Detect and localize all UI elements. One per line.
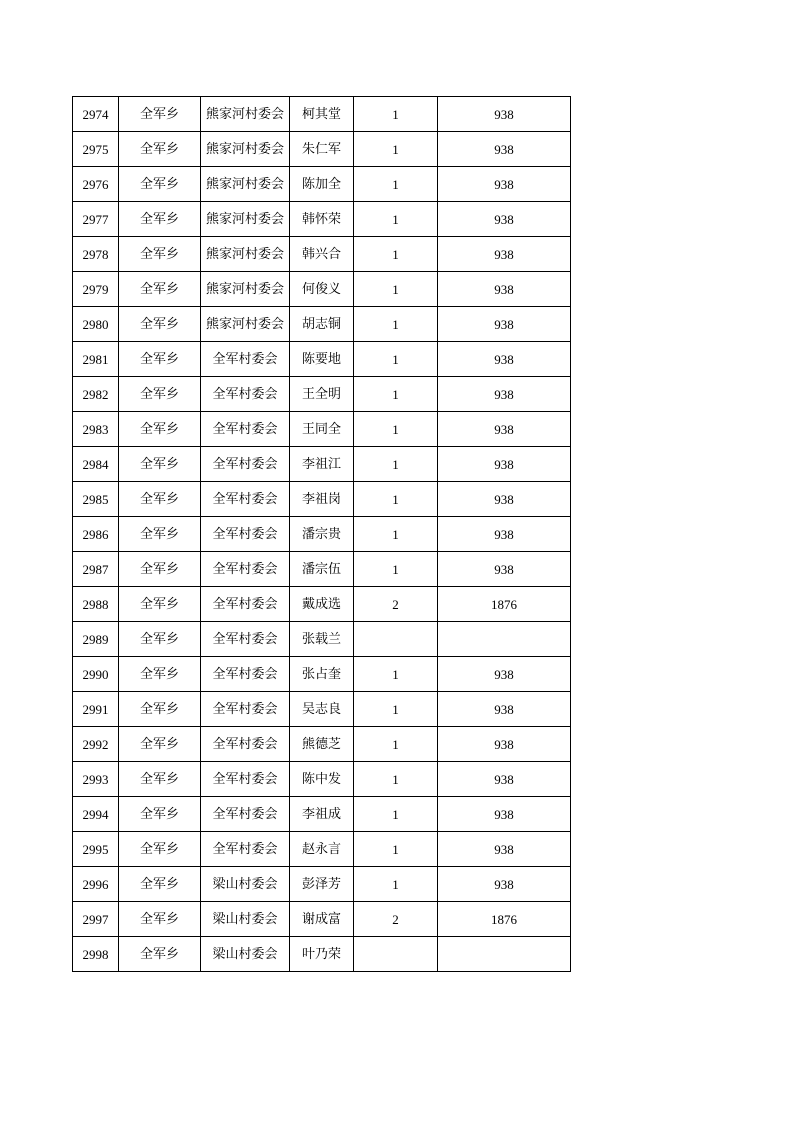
amount-cell: 938: [438, 832, 571, 867]
township-cell: 全军乡: [119, 727, 201, 762]
table-row: [73, 132, 571, 167]
township-cell: 全军乡: [119, 342, 201, 377]
table-row: [73, 377, 571, 412]
amount-cell: 938: [438, 447, 571, 482]
table-row: [73, 622, 571, 657]
township-cell: 全军乡: [119, 552, 201, 587]
count-cell: 1: [354, 797, 438, 832]
village-committee-cell: 全军村委会: [201, 377, 290, 412]
village-committee-cell: 熊家河村委会: [201, 167, 290, 202]
count-cell: 1: [354, 202, 438, 237]
row-number-cell: 2995: [73, 832, 119, 867]
village-committee-cell: 全军村委会: [201, 622, 290, 657]
table-row: [73, 797, 571, 832]
row-number-cell: 2975: [73, 132, 119, 167]
table-row: [73, 692, 571, 727]
table-row: [73, 832, 571, 867]
person-name-cell: 陈加全: [290, 167, 354, 202]
village-committee-cell: 全军村委会: [201, 692, 290, 727]
table-row: [73, 202, 571, 237]
amount-cell: 938: [438, 517, 571, 552]
person-name-cell: 张占奎: [290, 657, 354, 692]
table-row: [73, 867, 571, 902]
amount-cell: 938: [438, 307, 571, 342]
roster-table-body: [73, 97, 571, 972]
amount-cell: [438, 937, 571, 972]
roster-table: [72, 96, 571, 972]
village-committee-cell: 熊家河村委会: [201, 132, 290, 167]
township-cell: 全军乡: [119, 377, 201, 412]
township-cell: 全军乡: [119, 237, 201, 272]
count-cell: 1: [354, 692, 438, 727]
row-number-cell: 2978: [73, 237, 119, 272]
township-cell: 全军乡: [119, 447, 201, 482]
village-committee-cell: 梁山村委会: [201, 867, 290, 902]
count-cell: 1: [354, 867, 438, 902]
person-name-cell: 潘宗贵: [290, 517, 354, 552]
person-name-cell: 彭泽芳: [290, 867, 354, 902]
township-cell: 全军乡: [119, 622, 201, 657]
count-cell: [354, 622, 438, 657]
amount-cell: 1876: [438, 587, 571, 622]
amount-cell: 938: [438, 272, 571, 307]
count-cell: 1: [354, 762, 438, 797]
village-committee-cell: 熊家河村委会: [201, 97, 290, 132]
row-number-cell: 2977: [73, 202, 119, 237]
amount-cell: 938: [438, 167, 571, 202]
count-cell: 2: [354, 587, 438, 622]
village-committee-cell: 全军村委会: [201, 832, 290, 867]
row-number-cell: 2985: [73, 482, 119, 517]
table-row: [73, 552, 571, 587]
township-cell: 全军乡: [119, 97, 201, 132]
person-name-cell: 李祖成: [290, 797, 354, 832]
table-row: [73, 517, 571, 552]
township-cell: 全军乡: [119, 657, 201, 692]
count-cell: 1: [354, 342, 438, 377]
township-cell: 全军乡: [119, 692, 201, 727]
row-number-cell: 2998: [73, 937, 119, 972]
township-cell: 全军乡: [119, 867, 201, 902]
village-committee-cell: 全军村委会: [201, 552, 290, 587]
row-number-cell: 2981: [73, 342, 119, 377]
person-name-cell: 王全明: [290, 377, 354, 412]
amount-cell: 938: [438, 412, 571, 447]
row-number-cell: 2986: [73, 517, 119, 552]
amount-cell: 938: [438, 377, 571, 412]
village-committee-cell: 熊家河村委会: [201, 237, 290, 272]
amount-cell: 938: [438, 657, 571, 692]
table-row: [73, 97, 571, 132]
person-name-cell: 谢成富: [290, 902, 354, 937]
table-row: [73, 167, 571, 202]
table-row: [73, 307, 571, 342]
amount-cell: 938: [438, 867, 571, 902]
township-cell: 全军乡: [119, 832, 201, 867]
amount-cell: 938: [438, 552, 571, 587]
person-name-cell: 李祖岗: [290, 482, 354, 517]
amount-cell: 938: [438, 482, 571, 517]
row-number-cell: 2996: [73, 867, 119, 902]
count-cell: 1: [354, 132, 438, 167]
person-name-cell: 韩兴合: [290, 237, 354, 272]
person-name-cell: 王同全: [290, 412, 354, 447]
township-cell: 全军乡: [119, 762, 201, 797]
count-cell: 1: [354, 237, 438, 272]
amount-cell: 938: [438, 237, 571, 272]
row-number-cell: 2976: [73, 167, 119, 202]
amount-cell: 938: [438, 97, 571, 132]
count-cell: 1: [354, 167, 438, 202]
row-number-cell: 2979: [73, 272, 119, 307]
count-cell: [354, 937, 438, 972]
person-name-cell: 吴志良: [290, 692, 354, 727]
count-cell: 1: [354, 657, 438, 692]
table-row: [73, 412, 571, 447]
table-row: [73, 272, 571, 307]
village-committee-cell: 全军村委会: [201, 657, 290, 692]
table-row: [73, 482, 571, 517]
row-number-cell: 2980: [73, 307, 119, 342]
township-cell: 全军乡: [119, 587, 201, 622]
person-name-cell: 赵永言: [290, 832, 354, 867]
count-cell: 1: [354, 517, 438, 552]
count-cell: 1: [354, 412, 438, 447]
row-number-cell: 2994: [73, 797, 119, 832]
table-row: [73, 342, 571, 377]
village-committee-cell: 熊家河村委会: [201, 202, 290, 237]
township-cell: 全军乡: [119, 167, 201, 202]
row-number-cell: 2987: [73, 552, 119, 587]
township-cell: 全军乡: [119, 132, 201, 167]
table-row: [73, 937, 571, 972]
amount-cell: 938: [438, 692, 571, 727]
count-cell: 1: [354, 447, 438, 482]
table-row: [73, 762, 571, 797]
row-number-cell: 2989: [73, 622, 119, 657]
person-name-cell: 何俊义: [290, 272, 354, 307]
village-committee-cell: 熊家河村委会: [201, 272, 290, 307]
row-number-cell: 2990: [73, 657, 119, 692]
person-name-cell: 叶乃荣: [290, 937, 354, 972]
village-committee-cell: 全军村委会: [201, 482, 290, 517]
count-cell: 1: [354, 307, 438, 342]
amount-cell: 938: [438, 727, 571, 762]
row-number-cell: 2984: [73, 447, 119, 482]
amount-cell: 938: [438, 762, 571, 797]
table-row: [73, 237, 571, 272]
township-cell: 全军乡: [119, 937, 201, 972]
count-cell: 1: [354, 552, 438, 587]
township-cell: 全军乡: [119, 202, 201, 237]
row-number-cell: 2974: [73, 97, 119, 132]
person-name-cell: 熊德芝: [290, 727, 354, 762]
person-name-cell: 陈要地: [290, 342, 354, 377]
township-cell: 全军乡: [119, 307, 201, 342]
village-committee-cell: 全军村委会: [201, 797, 290, 832]
village-committee-cell: 全军村委会: [201, 517, 290, 552]
table-row: [73, 587, 571, 622]
amount-cell: 938: [438, 202, 571, 237]
amount-cell: 938: [438, 342, 571, 377]
village-committee-cell: 全军村委会: [201, 342, 290, 377]
village-committee-cell: 梁山村委会: [201, 902, 290, 937]
township-cell: 全军乡: [119, 272, 201, 307]
amount-cell: [438, 622, 571, 657]
township-cell: 全军乡: [119, 517, 201, 552]
table-row: [73, 727, 571, 762]
table-row: [73, 902, 571, 937]
person-name-cell: 陈中发: [290, 762, 354, 797]
village-committee-cell: 全军村委会: [201, 447, 290, 482]
amount-cell: 938: [438, 132, 571, 167]
person-name-cell: 张载兰: [290, 622, 354, 657]
count-cell: 1: [354, 97, 438, 132]
row-number-cell: 2983: [73, 412, 119, 447]
amount-cell: 938: [438, 797, 571, 832]
township-cell: 全军乡: [119, 797, 201, 832]
person-name-cell: 柯其堂: [290, 97, 354, 132]
row-number-cell: 2982: [73, 377, 119, 412]
count-cell: 1: [354, 727, 438, 762]
village-committee-cell: 全军村委会: [201, 587, 290, 622]
person-name-cell: 胡志铜: [290, 307, 354, 342]
village-committee-cell: 全军村委会: [201, 412, 290, 447]
count-cell: 1: [354, 832, 438, 867]
row-number-cell: 2992: [73, 727, 119, 762]
village-committee-cell: 全军村委会: [201, 727, 290, 762]
township-cell: 全军乡: [119, 412, 201, 447]
count-cell: 1: [354, 272, 438, 307]
township-cell: 全军乡: [119, 482, 201, 517]
township-cell: 全军乡: [119, 902, 201, 937]
row-number-cell: 2997: [73, 902, 119, 937]
village-committee-cell: 梁山村委会: [201, 937, 290, 972]
person-name-cell: 戴成选: [290, 587, 354, 622]
person-name-cell: 朱仁军: [290, 132, 354, 167]
village-committee-cell: 全军村委会: [201, 762, 290, 797]
row-number-cell: 2991: [73, 692, 119, 727]
person-name-cell: 潘宗伍: [290, 552, 354, 587]
person-name-cell: 韩怀荣: [290, 202, 354, 237]
count-cell: 2: [354, 902, 438, 937]
person-name-cell: 李祖江: [290, 447, 354, 482]
count-cell: 1: [354, 482, 438, 517]
village-committee-cell: 熊家河村委会: [201, 307, 290, 342]
table-row: [73, 447, 571, 482]
count-cell: 1: [354, 377, 438, 412]
amount-cell: 1876: [438, 902, 571, 937]
row-number-cell: 2993: [73, 762, 119, 797]
table-row: [73, 657, 571, 692]
row-number-cell: 2988: [73, 587, 119, 622]
